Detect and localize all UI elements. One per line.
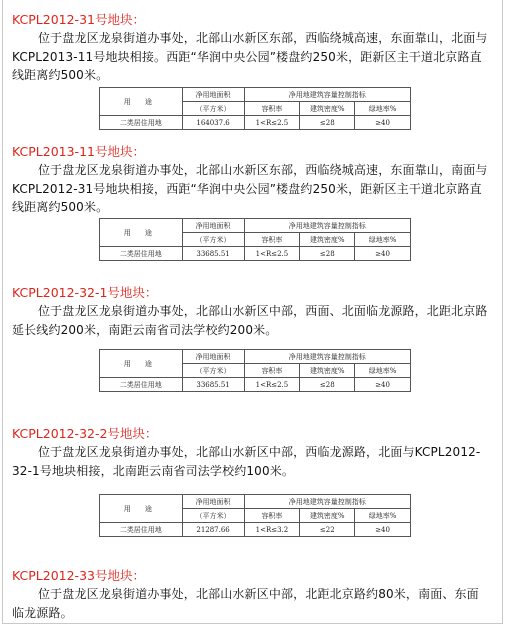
parcel-description <box>12 161 490 217</box>
desc-line: 位于盘龙区龙泉街道办事处，北部山水新区中部，西面、北面临龙源路，北距北京路 <box>38 304 488 318</box>
col-header-area: 净用地面积 <box>182 219 244 233</box>
col-header-control: 净用地建筑容量控制指标 <box>244 219 411 233</box>
col-header-area: 净用地面积 <box>182 350 244 364</box>
col-header-far: 容积率 <box>244 102 300 116</box>
cell-density: ≤28 <box>300 378 355 392</box>
table-row <box>100 378 411 392</box>
desc-line: KCPL2013-11号地块相接。西距“华润中央公园”楼盘约250米，距新区主干道北京路 <box>12 49 470 64</box>
col-header-green: 绿地率% <box>355 102 411 116</box>
cell-use: 二类居住用地 <box>100 247 183 261</box>
col-header-far: 容积率 <box>244 364 300 378</box>
parcel-section-33 <box>12 568 490 622</box>
cell-green: ≥40 <box>355 116 411 130</box>
cell-density: ≤28 <box>300 247 355 261</box>
parcel-title: KCPL2012-33号地块： <box>12 568 145 583</box>
parcel-description <box>12 585 490 622</box>
parcel-section-32-1 <box>12 285 490 339</box>
parcel-section-2013-11 <box>12 144 490 217</box>
cell-green: ≥40 <box>355 247 411 261</box>
col-header-far: 容积率 <box>244 233 300 247</box>
cell-green: ≥40 <box>355 378 411 392</box>
parcel-section-32-2 <box>12 426 490 480</box>
desc-line: KCPL2012-32-1号地块相接，北南距云南省司法学校约100米。 <box>12 445 481 478</box>
parcel-description <box>12 302 490 339</box>
col-header-area: 净用地面积 <box>182 495 244 509</box>
table-row <box>100 247 411 261</box>
col-header-green: 绿地率% <box>355 364 411 378</box>
parcel-description <box>12 443 490 480</box>
col-header-control: 净用地建筑容量控制指标 <box>244 495 411 509</box>
cell-far: 1<R≤3.2 <box>244 523 300 537</box>
col-header-area-unit: （平方米） <box>182 364 244 378</box>
cell-far: 1<R≤2.5 <box>244 247 300 261</box>
desc-line: 位于盘龙区龙泉街道办事处，北部山水新区中部，西临龙源路，北面与 <box>38 445 415 459</box>
col-header-area: 净用地面积 <box>182 88 244 102</box>
col-header-area-unit: （平方米） <box>182 509 244 523</box>
cell-area: 33685.51 <box>182 378 244 392</box>
spec-table <box>99 218 411 261</box>
cell-use: 二类居住用地 <box>100 116 183 130</box>
desc-line: 位于盘龙区龙泉街道办事处，北部山水新区中部，北距北京路约80米，南面、东面临 <box>12 587 479 620</box>
cell-area: 21287.66 <box>182 523 244 537</box>
spec-table <box>99 494 411 537</box>
parcel-description <box>12 29 490 85</box>
desc-line: 位于盘龙区龙泉街道办事处，北部山水新区东部，西临绕城高速，东面靠山，北面与 <box>38 31 488 45</box>
col-header-density: 建筑密度% <box>300 509 355 523</box>
desc-line: 延长线约200米，南距云南省司法学校约200米。 <box>12 322 278 337</box>
parcel-title: KCPL2012-32-2号地块： <box>12 426 158 441</box>
cell-area: 33685.51 <box>182 247 244 261</box>
col-header-control: 净用地建筑容量控制指标 <box>244 88 411 102</box>
col-header-density: 建筑密度% <box>300 102 355 116</box>
cell-far: 1<R≤2.5 <box>244 116 300 130</box>
col-header-area-unit: （平方米） <box>182 233 244 247</box>
desc-line: 直线距离约500米。 <box>12 49 482 82</box>
cell-green: ≥40 <box>355 523 411 537</box>
spec-table <box>99 349 411 392</box>
spec-table <box>99 87 411 130</box>
desc-line: KCPL2012-31号地块相接，西距“华润中央公园”楼盘约250米，距新区主干道北京路 <box>12 181 470 196</box>
col-header-use: 用 途 <box>100 88 183 116</box>
col-header-use: 用 途 <box>100 495 183 523</box>
col-header-control: 净用地建筑容量控制指标 <box>244 350 411 364</box>
col-header-far: 容积率 <box>244 509 300 523</box>
desc-line: 直线距离约500米。 <box>12 181 482 214</box>
col-header-density: 建筑密度% <box>300 364 355 378</box>
parcel-title: KCPL2012-31号地块： <box>12 12 145 27</box>
table-row <box>100 523 411 537</box>
col-header-green: 绿地率% <box>355 509 411 523</box>
parcel-section-31 <box>12 12 490 85</box>
col-header-green: 绿地率% <box>355 233 411 247</box>
cell-far: 1<R≤2.5 <box>244 378 300 392</box>
desc-line: 龙源路。 <box>24 605 73 620</box>
cell-density: ≤22 <box>300 523 355 537</box>
parcel-title: KCPL2013-11号地块： <box>12 144 145 159</box>
table-row <box>100 116 411 130</box>
cell-density: ≤28 <box>300 116 355 130</box>
cell-area: 164037.6 <box>182 116 244 130</box>
desc-line: 位于盘龙区龙泉街道办事处，北部山水新区东部，西临绕城高速，东面靠山，南面与 <box>38 163 488 177</box>
col-header-use: 用 途 <box>100 350 183 378</box>
col-header-use: 用 途 <box>100 219 183 247</box>
cell-use: 二类居住用地 <box>100 378 183 392</box>
parcel-title: KCPL2012-32-1号地块： <box>12 285 158 300</box>
col-header-area-unit: （平方米） <box>182 102 244 116</box>
col-header-density: 建筑密度% <box>300 233 355 247</box>
cell-use: 二类居住用地 <box>100 523 183 537</box>
